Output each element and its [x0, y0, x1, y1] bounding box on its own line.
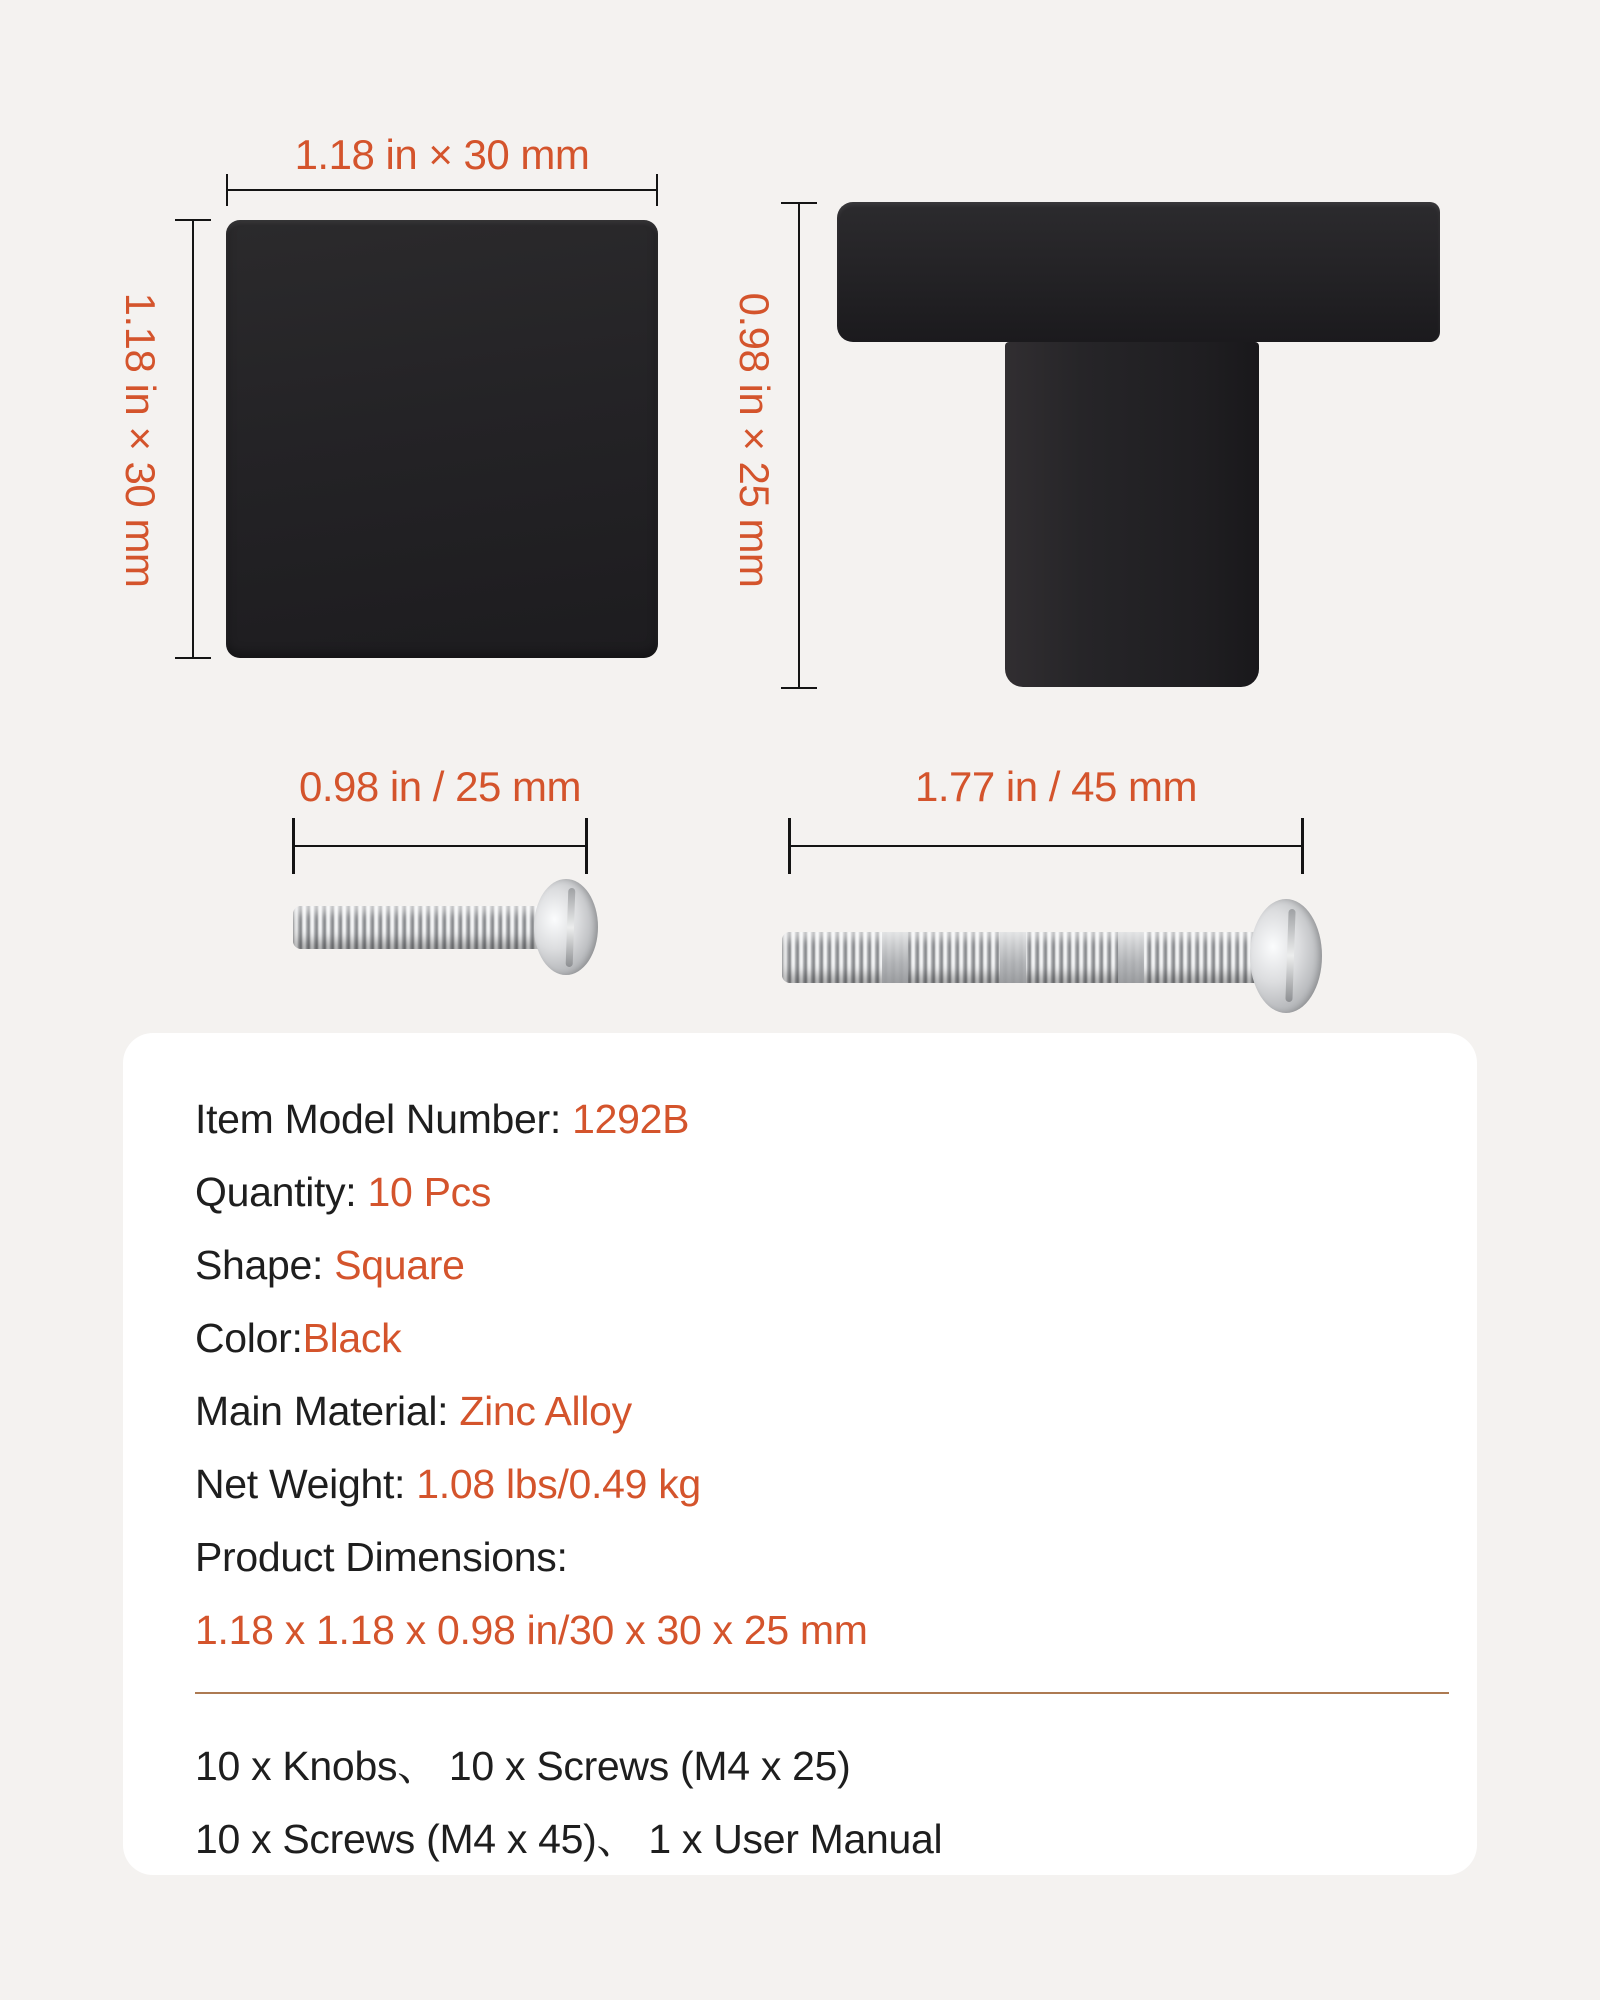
- short-screw-thread-photo: [293, 906, 548, 949]
- front-width-dimension-line: [226, 189, 658, 191]
- screw-break-notch: [1118, 932, 1144, 983]
- long-screw-dimension-line: [788, 845, 1304, 847]
- short-screw-dimension-line: [292, 845, 588, 847]
- knob-side-view-stem: [1005, 342, 1259, 687]
- spec-label: Item Model Number:: [195, 1096, 573, 1142]
- card-divider: [195, 1692, 1449, 1694]
- knob-front-view-photo: [226, 220, 658, 658]
- spec-label: Shape:: [195, 1242, 335, 1288]
- spec-row-model: [195, 1083, 1405, 1156]
- long-screw-head-photo: [1250, 899, 1322, 1013]
- spec-row-shape: [195, 1229, 1405, 1302]
- spec-dimensions-value: 1.18 x 1.18 x 0.98 in/30 x 30 x 25 mm: [195, 1607, 868, 1653]
- front-height-dimension-line: [192, 219, 194, 659]
- screw-break-notch: [1000, 932, 1026, 983]
- spec-label: Product Dimensions:: [195, 1534, 568, 1580]
- long-screw-thread-photo: [782, 932, 1266, 983]
- spec-row-color: [195, 1302, 1405, 1375]
- knob-side-view-cap: [837, 202, 1440, 342]
- spec-label: Net Weight:: [195, 1461, 417, 1507]
- spec-value: 1.08 lbs/0.49 kg: [416, 1461, 701, 1507]
- short-screw-head-photo: [534, 879, 598, 975]
- short-screw-length-label: 0.98 in / 25 mm: [299, 763, 581, 810]
- package-contents-line-2: 10 x Screws (M4 x 45)、 1 x User Manual: [195, 1816, 943, 1862]
- spec-row-dimensions-heading: [195, 1521, 1405, 1594]
- side-height-dimension-line: [798, 202, 800, 689]
- spec-card: [123, 1033, 1477, 1875]
- side-height-label: 0.98 in × 25 mm: [731, 292, 779, 588]
- spec-row-material: [195, 1375, 1405, 1448]
- long-screw-length-label: 1.77 in / 45 mm: [915, 763, 1197, 810]
- spec-value: Square: [334, 1242, 465, 1288]
- spec-value: 10 Pcs: [367, 1169, 492, 1215]
- package-contents-line-1: 10 x Knobs、 10 x Screws (M4 x 25): [195, 1743, 851, 1789]
- front-width-label: 1.18 in × 30 mm: [294, 131, 590, 178]
- spec-label: Main Material:: [195, 1388, 460, 1434]
- spec-label: Color:: [195, 1315, 303, 1361]
- spec-value: 1292B: [572, 1096, 690, 1142]
- front-height-label: 1.18 in × 30 mm: [117, 292, 165, 588]
- spec-row-weight: [195, 1448, 1405, 1521]
- spec-value: Black: [302, 1315, 402, 1361]
- spec-row-quantity: [195, 1156, 1405, 1229]
- spec-label: Quantity:: [195, 1169, 368, 1215]
- screw-break-notch: [882, 932, 908, 983]
- spec-value: Zinc Alloy: [459, 1388, 632, 1434]
